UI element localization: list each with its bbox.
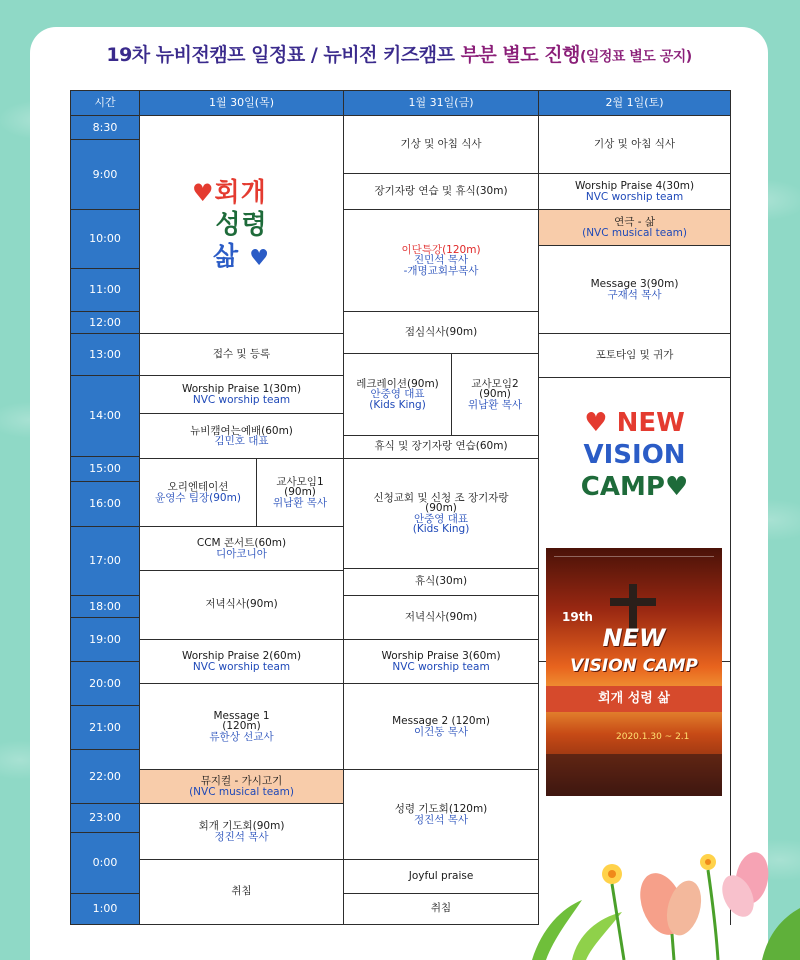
header-day2: 1월 31일(금): [344, 91, 539, 116]
time-cell: 0:00: [71, 833, 140, 894]
day1-musical: 뮤지컬 - 가시고기 (NVC musical team): [140, 770, 344, 804]
day3-wake: 기상 및 아침 식사: [539, 116, 731, 174]
day2-break: 휴식(30m): [344, 569, 539, 596]
day2-wake: 기상 및 아침 식사: [344, 116, 539, 174]
art-word-repent: 회개: [214, 177, 267, 208]
poster-date: 2020.1.30 ~ 2.1: [616, 732, 690, 742]
time-cell: 19:00: [71, 618, 140, 662]
day1-prayer: 회개 기도회(90m) 정진석 목사: [140, 804, 344, 860]
day1-ccm: CCM 콘서트(60m) 디아코니아: [140, 527, 344, 571]
day2-lecture: 이단특강(120m) 진민석 목사 -개명교회부목사: [344, 210, 539, 312]
flower-decoration: [512, 838, 800, 960]
logo-camp: CAMP: [580, 472, 665, 502]
day2-recreation: 레크레이션(90m) 안중영 대표 (Kids King): [344, 354, 452, 436]
time-cell: 21:00: [71, 706, 140, 750]
day1-registration: 접수 및 등록: [140, 334, 344, 376]
day2-contest: 신청교회 및 신청 조 장기자랑 (90m) 안중영 대표 (Kids King): [344, 459, 539, 569]
day2-lunch: 점심식사(90m): [344, 312, 539, 354]
time-cell: 14:00: [71, 376, 140, 457]
logo-vision: VISION: [583, 440, 686, 470]
day1-kids-worship: 뉴비캠여는예배(60m) 김민호 대표: [140, 414, 344, 459]
poster-footer: [546, 754, 722, 796]
cross-icon-bar: [610, 598, 656, 606]
poster-new: NEW: [602, 624, 666, 652]
day3-drama: 연극 - 삶 (NVC musical team): [539, 210, 731, 246]
poster-header-line: [554, 556, 714, 567]
day2-rest: 휴식 및 장기자랑 연습(60m): [344, 436, 539, 459]
day1-sleep: 취침: [140, 860, 344, 925]
time-cell: 1:00: [71, 894, 140, 925]
time-cell: 16:00: [71, 482, 140, 527]
flower-icon: [602, 850, 772, 941]
day2-teacher-meeting2: 교사모임2 (90m) 위남환 목사: [452, 354, 539, 436]
time-cell: 18:00: [71, 596, 140, 618]
time-cell: 12:00: [71, 312, 140, 334]
time-cell: 22:00: [71, 750, 140, 804]
logo-new: NEW: [616, 408, 685, 438]
time-cell: 9:00: [71, 140, 140, 210]
day1-wp1: Worship Praise 1(30m) NVC worship team: [140, 376, 344, 414]
time-cell: 10:00: [71, 210, 140, 269]
title-main: 19차 뉴비전캠프 일정표 / 뉴비전 키즈캠프: [106, 44, 461, 66]
heart-icon: ♥: [249, 245, 270, 271]
day2-prayer: 성령 기도회(120m) 정진석 목사: [344, 770, 539, 860]
camp-poster: [546, 548, 722, 796]
time-cell: 13:00: [71, 334, 140, 376]
poster-tagline: 회개 성령 삶: [546, 686, 722, 712]
day3-wp4: Worship Praise 4(30m) NVC worship team: [539, 174, 731, 210]
time-cell: 15:00: [71, 457, 140, 482]
day1-orientation: 오리엔테이션 윤영수 팀장(90m): [140, 459, 257, 527]
day2-sleep: 취침: [344, 894, 539, 925]
day1-art: ♥회개 성령 삶 ♥: [140, 116, 344, 334]
day2-talent-practice: 장기자랑 연습 및 휴식(30m): [344, 174, 539, 210]
header-day3: 2월 1일(토): [539, 91, 731, 116]
day2-dinner: 저녁식사(90m): [344, 596, 539, 640]
heart-icon: ♥: [584, 408, 608, 438]
page-title: [30, 40, 768, 67]
day1-teacher-meeting1: 교사모임1 (90m) 위남환 목사: [257, 459, 344, 527]
day2-joyful-praise: Joyful praise: [344, 860, 539, 894]
title-note: (일정표 별도 공지): [579, 49, 692, 65]
schedule-table: [70, 90, 731, 925]
time-cell: 8:30: [71, 116, 140, 140]
poster-number: 19th: [562, 610, 593, 624]
title-highlight: 부분 별도 진행: [460, 44, 580, 66]
header-time: 시간: [71, 91, 140, 116]
header-day1: 1월 30일(목): [140, 91, 344, 116]
day3-photo: 포토타임 및 귀가: [539, 334, 731, 378]
time-cell: 11:00: [71, 269, 140, 312]
time-cell: 23:00: [71, 804, 140, 833]
day3-msg3: Message 3(90m) 구재석 목사: [539, 246, 731, 334]
day1-dinner: 저녁식사(90m): [140, 571, 344, 640]
art-word-spirit: 성령: [215, 209, 268, 240]
day1-msg1: Message 1 (120m) 류한상 선교사: [140, 684, 344, 770]
day2-wp3: Worship Praise 3(60m) NVC worship team: [344, 640, 539, 684]
poster-vision: VISION CAMP: [570, 656, 698, 676]
day1-wp2: Worship Praise 2(60m) NVC worship team: [140, 640, 344, 684]
day2-msg2: Message 2 (120m) 이건동 목사: [344, 684, 539, 770]
time-cell: 20:00: [71, 662, 140, 706]
art-word-life: 삶: [213, 241, 240, 272]
heart-icon: ♥: [664, 472, 689, 502]
time-cell: 17:00: [71, 527, 140, 596]
